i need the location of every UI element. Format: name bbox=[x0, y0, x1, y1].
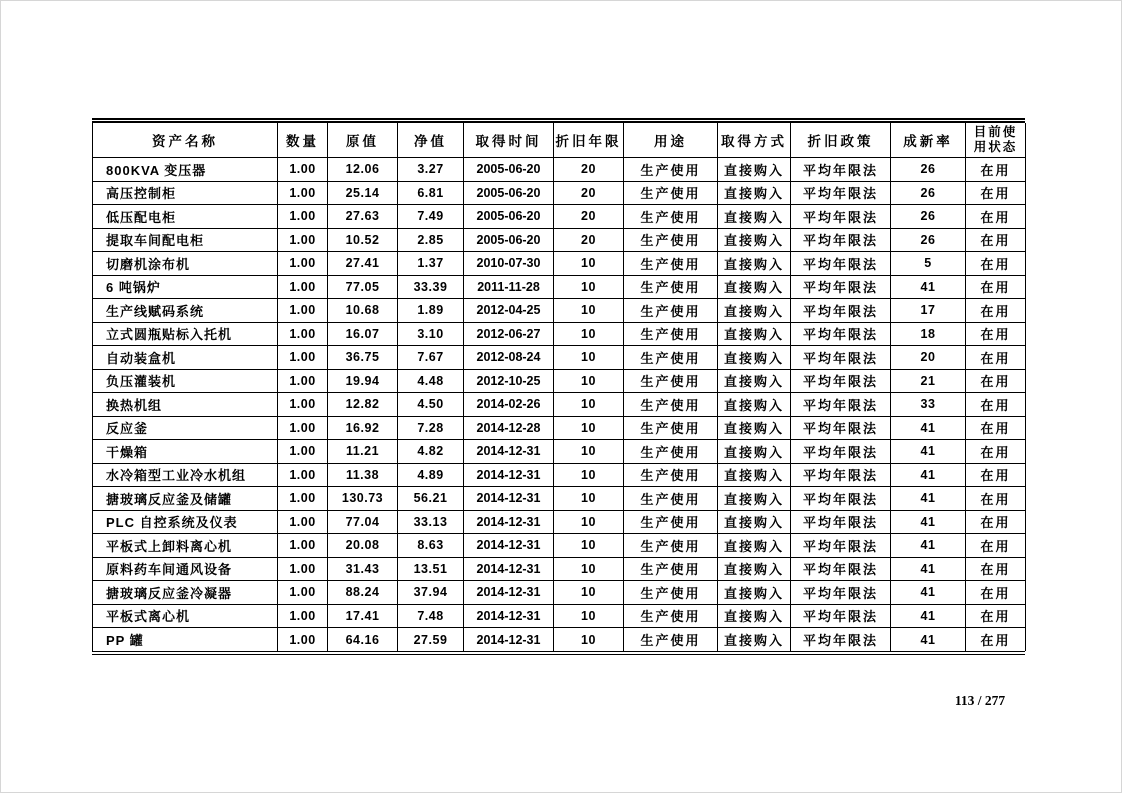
cell-qty: 1.00 bbox=[278, 510, 328, 534]
cell-status: 在用 bbox=[966, 440, 1026, 464]
cell-acquired_date: 2005-06-20 bbox=[464, 158, 554, 182]
column-header-policy: 折旧政策 bbox=[791, 123, 891, 158]
cell-acquired_date: 2014-12-31 bbox=[464, 510, 554, 534]
cell-newness_rate: 41 bbox=[891, 581, 966, 605]
table-row bbox=[93, 181, 1026, 205]
table-row bbox=[93, 416, 1026, 440]
cell-usage: 生产使用 bbox=[624, 604, 718, 628]
cell-policy: 平均年限法 bbox=[791, 205, 891, 229]
cell-original_value: 36.75 bbox=[328, 346, 398, 370]
cell-policy: 平均年限法 bbox=[791, 346, 891, 370]
table-row bbox=[93, 346, 1026, 370]
column-header-name: 资产名称 bbox=[93, 123, 278, 158]
cell-name: 自动装盒机 bbox=[93, 346, 278, 370]
cell-policy: 平均年限法 bbox=[791, 181, 891, 205]
cell-dep_years: 20 bbox=[554, 228, 624, 252]
cell-newness_rate: 26 bbox=[891, 228, 966, 252]
column-header-qty: 数量 bbox=[278, 123, 328, 158]
header-row bbox=[93, 123, 1026, 158]
cell-original_value: 31.43 bbox=[328, 557, 398, 581]
table-row bbox=[93, 322, 1026, 346]
cell-acquired_date: 2014-12-31 bbox=[464, 581, 554, 605]
cell-qty: 1.00 bbox=[278, 228, 328, 252]
column-header-dep_years: 折旧年限 bbox=[554, 123, 624, 158]
cell-net_value: 6.81 bbox=[398, 181, 464, 205]
cell-qty: 1.00 bbox=[278, 581, 328, 605]
cell-newness_rate: 21 bbox=[891, 369, 966, 393]
cell-qty: 1.00 bbox=[278, 416, 328, 440]
cell-policy: 平均年限法 bbox=[791, 369, 891, 393]
cell-name: 搪玻璃反应釜及储罐 bbox=[93, 487, 278, 511]
cell-policy: 平均年限法 bbox=[791, 581, 891, 605]
column-header-net_value: 净值 bbox=[398, 123, 464, 158]
cell-net_value: 7.28 bbox=[398, 416, 464, 440]
cell-acquired_date: 2014-12-31 bbox=[464, 440, 554, 464]
cell-name: 平板式离心机 bbox=[93, 604, 278, 628]
cell-usage: 生产使用 bbox=[624, 463, 718, 487]
cell-original_value: 12.06 bbox=[328, 158, 398, 182]
cell-qty: 1.00 bbox=[278, 322, 328, 346]
table-row bbox=[93, 158, 1026, 182]
cell-usage: 生产使用 bbox=[624, 322, 718, 346]
column-header-newness_rate: 成新率 bbox=[891, 123, 966, 158]
cell-method: 直接购入 bbox=[718, 322, 791, 346]
cell-policy: 平均年限法 bbox=[791, 557, 891, 581]
cell-acquired_date: 2014-12-28 bbox=[464, 416, 554, 440]
cell-original_value: 88.24 bbox=[328, 581, 398, 605]
cell-acquired_date: 2014-12-31 bbox=[464, 628, 554, 652]
cell-qty: 1.00 bbox=[278, 440, 328, 464]
cell-original_value: 10.52 bbox=[328, 228, 398, 252]
cell-original_value: 25.14 bbox=[328, 181, 398, 205]
cell-status: 在用 bbox=[966, 322, 1026, 346]
cell-net_value: 7.48 bbox=[398, 604, 464, 628]
cell-usage: 生产使用 bbox=[624, 534, 718, 558]
cell-name: 搪玻璃反应釜冷凝器 bbox=[93, 581, 278, 605]
cell-policy: 平均年限法 bbox=[791, 628, 891, 652]
cell-name: 换热机组 bbox=[93, 393, 278, 417]
cell-policy: 平均年限法 bbox=[791, 275, 891, 299]
cell-acquired_date: 2005-06-20 bbox=[464, 228, 554, 252]
cell-status: 在用 bbox=[966, 557, 1026, 581]
cell-original_value: 130.73 bbox=[328, 487, 398, 511]
cell-acquired_date: 2005-06-20 bbox=[464, 205, 554, 229]
cell-original_value: 16.92 bbox=[328, 416, 398, 440]
cell-status: 在用 bbox=[966, 275, 1026, 299]
column-header-method: 取得方式 bbox=[718, 123, 791, 158]
cell-usage: 生产使用 bbox=[624, 205, 718, 229]
cell-acquired_date: 2010-07-30 bbox=[464, 252, 554, 276]
cell-name: PP 罐 bbox=[93, 628, 278, 652]
cell-original_value: 77.05 bbox=[328, 275, 398, 299]
cell-usage: 生产使用 bbox=[624, 393, 718, 417]
cell-qty: 1.00 bbox=[278, 299, 328, 323]
cell-policy: 平均年限法 bbox=[791, 158, 891, 182]
cell-method: 直接购入 bbox=[718, 181, 791, 205]
cell-qty: 1.00 bbox=[278, 604, 328, 628]
cell-status: 在用 bbox=[966, 604, 1026, 628]
table-row bbox=[93, 604, 1026, 628]
cell-method: 直接购入 bbox=[718, 205, 791, 229]
cell-dep_years: 10 bbox=[554, 487, 624, 511]
table-row bbox=[93, 534, 1026, 558]
cell-method: 直接购入 bbox=[718, 299, 791, 323]
cell-qty: 1.00 bbox=[278, 534, 328, 558]
cell-original_value: 20.08 bbox=[328, 534, 398, 558]
cell-method: 直接购入 bbox=[718, 369, 791, 393]
cell-newness_rate: 41 bbox=[891, 510, 966, 534]
cell-dep_years: 20 bbox=[554, 205, 624, 229]
cell-usage: 生产使用 bbox=[624, 628, 718, 652]
cell-dep_years: 10 bbox=[554, 440, 624, 464]
cell-status: 在用 bbox=[966, 393, 1026, 417]
cell-policy: 平均年限法 bbox=[791, 440, 891, 464]
cell-acquired_date: 2011-11-28 bbox=[464, 275, 554, 299]
cell-net_value: 27.59 bbox=[398, 628, 464, 652]
cell-policy: 平均年限法 bbox=[791, 228, 891, 252]
cell-usage: 生产使用 bbox=[624, 181, 718, 205]
cell-dep_years: 10 bbox=[554, 275, 624, 299]
cell-policy: 平均年限法 bbox=[791, 510, 891, 534]
cell-acquired_date: 2012-04-25 bbox=[464, 299, 554, 323]
cell-status: 在用 bbox=[966, 628, 1026, 652]
cell-newness_rate: 26 bbox=[891, 158, 966, 182]
table-row bbox=[93, 487, 1026, 511]
cell-status: 在用 bbox=[966, 463, 1026, 487]
cell-newness_rate: 41 bbox=[891, 628, 966, 652]
cell-method: 直接购入 bbox=[718, 440, 791, 464]
cell-name: 高压控制柜 bbox=[93, 181, 278, 205]
cell-net_value: 56.21 bbox=[398, 487, 464, 511]
cell-newness_rate: 5 bbox=[891, 252, 966, 276]
cell-dep_years: 10 bbox=[554, 299, 624, 323]
cell-acquired_date: 2014-12-31 bbox=[464, 557, 554, 581]
cell-status: 在用 bbox=[966, 252, 1026, 276]
cell-original_value: 27.41 bbox=[328, 252, 398, 276]
cell-name: 生产线赋码系统 bbox=[93, 299, 278, 323]
cell-usage: 生产使用 bbox=[624, 510, 718, 534]
cell-status: 在用 bbox=[966, 487, 1026, 511]
cell-original_value: 64.16 bbox=[328, 628, 398, 652]
cell-net_value: 1.89 bbox=[398, 299, 464, 323]
cell-status: 在用 bbox=[966, 581, 1026, 605]
cell-method: 直接购入 bbox=[718, 252, 791, 276]
cell-qty: 1.00 bbox=[278, 393, 328, 417]
cell-acquired_date: 2014-12-31 bbox=[464, 487, 554, 511]
cell-net_value: 4.89 bbox=[398, 463, 464, 487]
cell-acquired_date: 2014-12-31 bbox=[464, 463, 554, 487]
cell-qty: 1.00 bbox=[278, 487, 328, 511]
cell-method: 直接购入 bbox=[718, 581, 791, 605]
cell-newness_rate: 26 bbox=[891, 205, 966, 229]
cell-dep_years: 10 bbox=[554, 581, 624, 605]
cell-qty: 1.00 bbox=[278, 158, 328, 182]
cell-dep_years: 10 bbox=[554, 322, 624, 346]
cell-dep_years: 10 bbox=[554, 510, 624, 534]
cell-policy: 平均年限法 bbox=[791, 322, 891, 346]
table-row bbox=[93, 369, 1026, 393]
cell-policy: 平均年限法 bbox=[791, 393, 891, 417]
cell-newness_rate: 17 bbox=[891, 299, 966, 323]
table-row bbox=[93, 299, 1026, 323]
cell-name: 6 吨锅炉 bbox=[93, 275, 278, 299]
cell-net_value: 3.10 bbox=[398, 322, 464, 346]
cell-qty: 1.00 bbox=[278, 346, 328, 370]
cell-name: 水冷箱型工业冷水机组 bbox=[93, 463, 278, 487]
cell-acquired_date: 2012-10-25 bbox=[464, 369, 554, 393]
cell-policy: 平均年限法 bbox=[791, 416, 891, 440]
cell-net_value: 7.49 bbox=[398, 205, 464, 229]
table-row bbox=[93, 275, 1026, 299]
cell-dep_years: 10 bbox=[554, 252, 624, 276]
cell-status: 在用 bbox=[966, 346, 1026, 370]
cell-dep_years: 10 bbox=[554, 534, 624, 558]
cell-method: 直接购入 bbox=[718, 393, 791, 417]
cell-qty: 1.00 bbox=[278, 628, 328, 652]
cell-policy: 平均年限法 bbox=[791, 463, 891, 487]
cell-status: 在用 bbox=[966, 299, 1026, 323]
cell-status: 在用 bbox=[966, 534, 1026, 558]
cell-qty: 1.00 bbox=[278, 252, 328, 276]
cell-acquired_date: 2014-12-31 bbox=[464, 604, 554, 628]
cell-qty: 1.00 bbox=[278, 369, 328, 393]
cell-status: 在用 bbox=[966, 158, 1026, 182]
cell-method: 直接购入 bbox=[718, 463, 791, 487]
cell-dep_years: 10 bbox=[554, 416, 624, 440]
cell-name: 原料药车间通风设备 bbox=[93, 557, 278, 581]
column-header-status: 目前使用状态 bbox=[966, 123, 1026, 158]
cell-policy: 平均年限法 bbox=[791, 487, 891, 511]
cell-dep_years: 10 bbox=[554, 604, 624, 628]
cell-policy: 平均年限法 bbox=[791, 604, 891, 628]
cell-newness_rate: 41 bbox=[891, 557, 966, 581]
cell-name: 低压配电柜 bbox=[93, 205, 278, 229]
cell-usage: 生产使用 bbox=[624, 346, 718, 370]
cell-dep_years: 10 bbox=[554, 628, 624, 652]
cell-name: 切磨机涂布机 bbox=[93, 252, 278, 276]
cell-status: 在用 bbox=[966, 369, 1026, 393]
table-row bbox=[93, 581, 1026, 605]
cell-newness_rate: 18 bbox=[891, 322, 966, 346]
cell-method: 直接购入 bbox=[718, 557, 791, 581]
cell-method: 直接购入 bbox=[718, 487, 791, 511]
asset-table bbox=[92, 123, 1026, 651]
cell-method: 直接购入 bbox=[718, 534, 791, 558]
cell-qty: 1.00 bbox=[278, 275, 328, 299]
cell-original_value: 12.82 bbox=[328, 393, 398, 417]
cell-net_value: 7.67 bbox=[398, 346, 464, 370]
cell-acquired_date: 2014-02-26 bbox=[464, 393, 554, 417]
table-row bbox=[93, 228, 1026, 252]
cell-name: 平板式上卸料离心机 bbox=[93, 534, 278, 558]
cell-newness_rate: 41 bbox=[891, 275, 966, 299]
table-row bbox=[93, 628, 1026, 652]
cell-usage: 生产使用 bbox=[624, 275, 718, 299]
cell-net_value: 33.13 bbox=[398, 510, 464, 534]
cell-newness_rate: 20 bbox=[891, 346, 966, 370]
cell-status: 在用 bbox=[966, 510, 1026, 534]
cell-usage: 生产使用 bbox=[624, 440, 718, 464]
cell-policy: 平均年限法 bbox=[791, 534, 891, 558]
cell-status: 在用 bbox=[966, 416, 1026, 440]
cell-net_value: 8.63 bbox=[398, 534, 464, 558]
cell-net_value: 1.37 bbox=[398, 252, 464, 276]
cell-net_value: 4.48 bbox=[398, 369, 464, 393]
cell-method: 直接购入 bbox=[718, 158, 791, 182]
cell-method: 直接购入 bbox=[718, 228, 791, 252]
cell-qty: 1.00 bbox=[278, 181, 328, 205]
cell-newness_rate: 41 bbox=[891, 487, 966, 511]
table-row bbox=[93, 205, 1026, 229]
asset-table-header bbox=[93, 123, 1026, 158]
cell-original_value: 27.63 bbox=[328, 205, 398, 229]
cell-acquired_date: 2012-08-24 bbox=[464, 346, 554, 370]
cell-usage: 生产使用 bbox=[624, 557, 718, 581]
cell-newness_rate: 41 bbox=[891, 604, 966, 628]
column-header-usage: 用途 bbox=[624, 123, 718, 158]
cell-acquired_date: 2014-12-31 bbox=[464, 534, 554, 558]
cell-newness_rate: 41 bbox=[891, 534, 966, 558]
cell-name: PLC 自控系统及仪表 bbox=[93, 510, 278, 534]
cell-status: 在用 bbox=[966, 228, 1026, 252]
cell-newness_rate: 33 bbox=[891, 393, 966, 417]
cell-policy: 平均年限法 bbox=[791, 299, 891, 323]
cell-acquired_date: 2005-06-20 bbox=[464, 181, 554, 205]
cell-usage: 生产使用 bbox=[624, 158, 718, 182]
cell-newness_rate: 41 bbox=[891, 440, 966, 464]
asset-table-frame bbox=[92, 118, 1025, 655]
cell-acquired_date: 2012-06-27 bbox=[464, 322, 554, 346]
cell-name: 800KVA 变压器 bbox=[93, 158, 278, 182]
cell-original_value: 16.07 bbox=[328, 322, 398, 346]
cell-net_value: 13.51 bbox=[398, 557, 464, 581]
cell-dep_years: 10 bbox=[554, 393, 624, 417]
cell-dep_years: 10 bbox=[554, 557, 624, 581]
cell-net_value: 4.82 bbox=[398, 440, 464, 464]
cell-method: 直接购入 bbox=[718, 628, 791, 652]
cell-original_value: 11.21 bbox=[328, 440, 398, 464]
cell-method: 直接购入 bbox=[718, 510, 791, 534]
cell-net_value: 3.27 bbox=[398, 158, 464, 182]
cell-original_value: 77.04 bbox=[328, 510, 398, 534]
cell-usage: 生产使用 bbox=[624, 252, 718, 276]
cell-usage: 生产使用 bbox=[624, 369, 718, 393]
cell-net_value: 4.50 bbox=[398, 393, 464, 417]
table-row bbox=[93, 252, 1026, 276]
cell-dep_years: 10 bbox=[554, 369, 624, 393]
cell-newness_rate: 41 bbox=[891, 463, 966, 487]
cell-status: 在用 bbox=[966, 181, 1026, 205]
column-header-original_value: 原值 bbox=[328, 123, 398, 158]
table-row bbox=[93, 393, 1026, 417]
cell-qty: 1.00 bbox=[278, 205, 328, 229]
cell-usage: 生产使用 bbox=[624, 299, 718, 323]
cell-newness_rate: 41 bbox=[891, 416, 966, 440]
cell-name: 负压灌装机 bbox=[93, 369, 278, 393]
cell-policy: 平均年限法 bbox=[791, 252, 891, 276]
cell-name: 提取车间配电柜 bbox=[93, 228, 278, 252]
cell-newness_rate: 26 bbox=[891, 181, 966, 205]
cell-dep_years: 20 bbox=[554, 181, 624, 205]
column-header-acquired_date: 取得时间 bbox=[464, 123, 554, 158]
cell-usage: 生产使用 bbox=[624, 416, 718, 440]
cell-qty: 1.00 bbox=[278, 557, 328, 581]
cell-status: 在用 bbox=[966, 205, 1026, 229]
cell-net_value: 37.94 bbox=[398, 581, 464, 605]
cell-usage: 生产使用 bbox=[624, 581, 718, 605]
cell-dep_years: 10 bbox=[554, 463, 624, 487]
cell-qty: 1.00 bbox=[278, 463, 328, 487]
cell-original_value: 17.41 bbox=[328, 604, 398, 628]
cell-dep_years: 20 bbox=[554, 158, 624, 182]
cell-net_value: 2.85 bbox=[398, 228, 464, 252]
cell-method: 直接购入 bbox=[718, 346, 791, 370]
cell-method: 直接购入 bbox=[718, 275, 791, 299]
table-row bbox=[93, 510, 1026, 534]
cell-usage: 生产使用 bbox=[624, 487, 718, 511]
cell-dep_years: 10 bbox=[554, 346, 624, 370]
cell-name: 干燥箱 bbox=[93, 440, 278, 464]
cell-original_value: 19.94 bbox=[328, 369, 398, 393]
cell-usage: 生产使用 bbox=[624, 228, 718, 252]
cell-method: 直接购入 bbox=[718, 416, 791, 440]
cell-name: 立式圆瓶贴标入托机 bbox=[93, 322, 278, 346]
table-row bbox=[93, 463, 1026, 487]
table-row bbox=[93, 440, 1026, 464]
cell-method: 直接购入 bbox=[718, 604, 791, 628]
cell-original_value: 10.68 bbox=[328, 299, 398, 323]
page-number-indicator: 113 / 277 bbox=[954, 693, 1006, 708]
cell-original_value: 11.38 bbox=[328, 463, 398, 487]
table-row bbox=[93, 557, 1026, 581]
cell-name: 反应釜 bbox=[93, 416, 278, 440]
asset-table-body bbox=[93, 158, 1026, 652]
cell-net_value: 33.39 bbox=[398, 275, 464, 299]
